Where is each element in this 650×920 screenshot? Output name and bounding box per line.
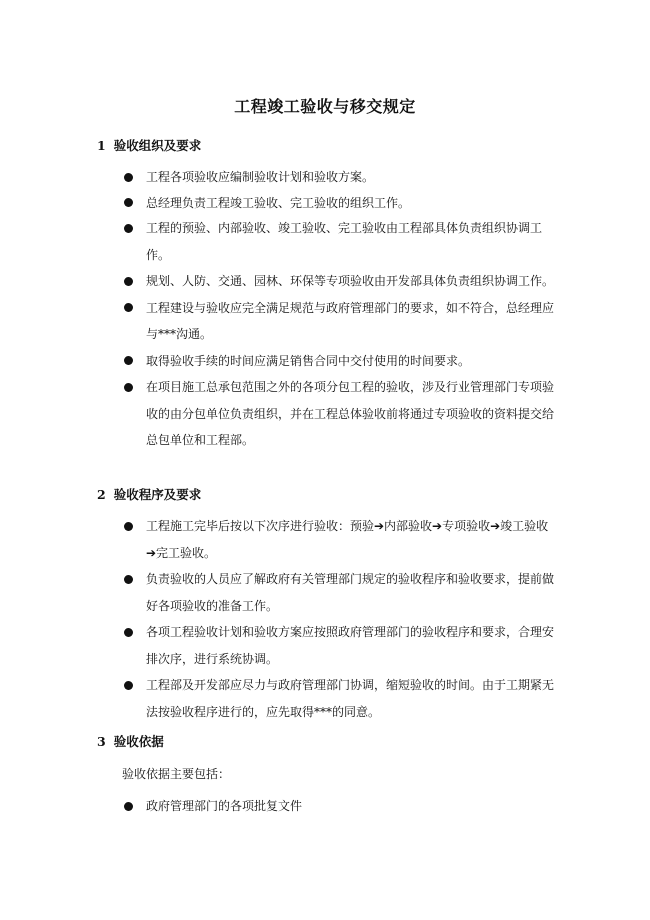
bullet-icon — [124, 383, 133, 392]
list-item: 工程各项验收应编制验收计划和验收方案。 — [97, 164, 557, 191]
bullet-icon — [124, 681, 133, 690]
section-2-list — [97, 513, 557, 725]
list-item: 在项目施工总承包范围之外的各项分包工程的验收，涉及行业管理部门专项验收的由分包单位负责组织，并在工程总体验收前将通过专项验收的资料提交给总包单位和工程部。 — [97, 374, 557, 454]
document-title: 工程竣工验收与移交规定 — [234, 97, 416, 116]
section-3-list — [97, 793, 557, 820]
section-1-heading — [97, 136, 201, 154]
list-item: 工程施工完毕后按以下次序进行验收：预验➔内部验收➔专项验收➔竣工验收➔完工验收。 — [97, 513, 557, 566]
section-1-list — [97, 164, 557, 454]
bullet-icon — [124, 173, 133, 182]
bullet-icon — [124, 356, 133, 365]
list-item: 规划、人防、交通、园林、环保等专项验收由开发部具体负责组织协调工作。 — [97, 268, 557, 295]
bullet-icon — [124, 198, 133, 207]
section-3-heading — [97, 732, 164, 750]
list-item: 各项工程验收计划和验收方案应按照政府管理部门的验收程序和要求，合理安排次序，进行系统协调。 — [97, 619, 557, 672]
bullet-icon — [124, 224, 133, 233]
bullet-icon — [124, 303, 133, 312]
bullet-icon — [124, 575, 133, 584]
bullet-icon — [124, 277, 133, 286]
section-title: 验收依据 — [113, 734, 164, 749]
section-3-intro: 验收依据主要包括： — [122, 767, 231, 781]
list-item: 工程的预验、内部验收、竣工验收、完工验收由工程部具体负责组织协调工作。 — [97, 215, 557, 268]
list-item: 工程部及开发部应尽力与政府管理部门协调，缩短验收的时间。由于工期紧无法按验收程序进行的，应先取得***的同意。 — [97, 672, 557, 725]
bullet-icon — [124, 522, 133, 531]
section-number: 3 — [97, 734, 106, 749]
list-item: 总经理负责工程竣工验收、完工验收的组织工作。 — [97, 190, 557, 217]
list-item: 工程建设与验收应完全满足规范与政府管理部门的要求，如不符合，总经理应与***沟通。 — [97, 295, 557, 348]
section-2-heading — [97, 485, 201, 503]
list-item: 政府管理部门的各项批复文件 — [97, 793, 557, 820]
bullet-icon — [124, 628, 133, 637]
section-number: 1 — [97, 138, 106, 153]
section-title: 验收组织及要求 — [113, 138, 202, 153]
section-number: 2 — [97, 487, 106, 502]
section-title: 验收程序及要求 — [113, 487, 202, 502]
list-item: 取得验收手续的时间应满足销售合同中交付使用的时间要求。 — [97, 348, 557, 375]
bullet-icon — [124, 802, 133, 811]
list-item: 负责验收的人员应了解政府有关管理部门规定的验收程序和验收要求，提前做好各项验收的准备工作。 — [97, 566, 557, 619]
